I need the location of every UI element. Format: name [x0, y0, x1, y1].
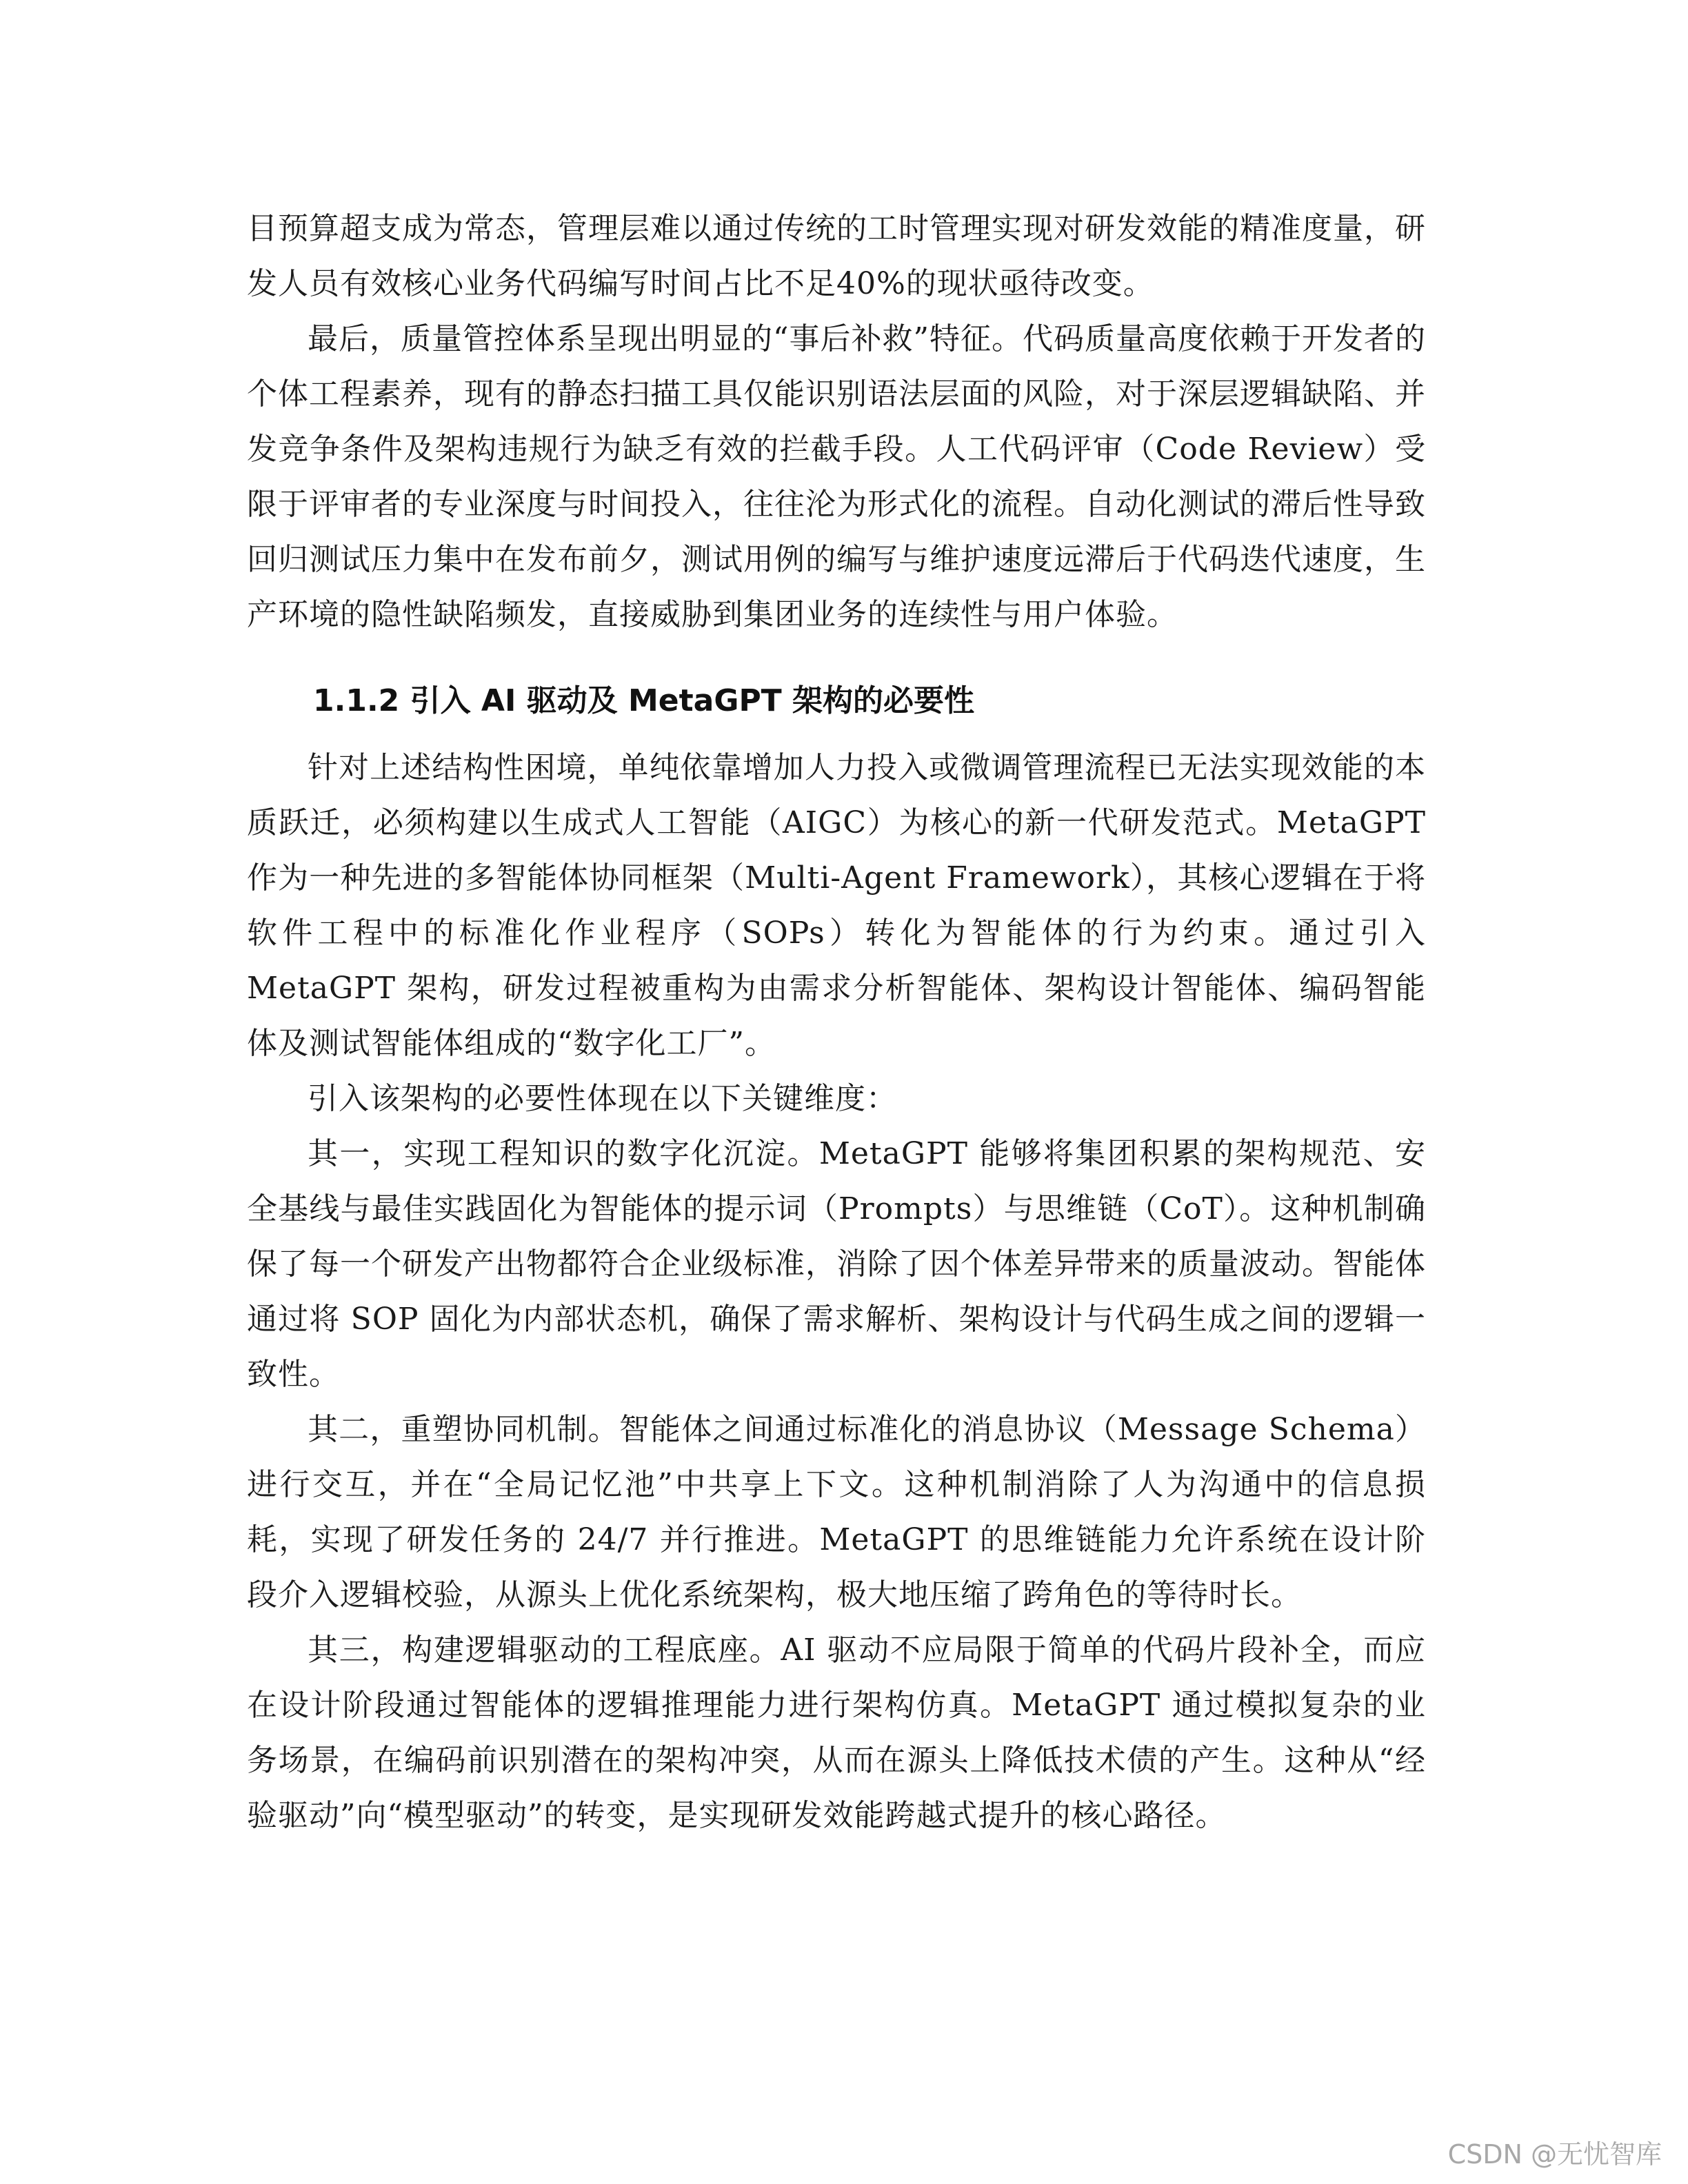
paragraph-metagpt-intro: 针对上述结构性困境，单纯依靠增加人力投入或微调管理流程已无法实现效能的本质跃迁，必须构建以生成式人工智能（AIGC）为核心的新一代研发范式。MetaGPT 作为一种先进的多智能体协同框架（Multi-Agent Framework），其核心逻辑在于将软件工程中的标准化作业程序（SOPs）转化为智能体的行为约束。通过引入 MetaGPT 架构，研发过程被重构为由需求分析智能体、架构设计智能体、编码智能体及测试智能体组成的“数字化工厂”。 [247, 750, 1426, 1061]
paragraph-budget-overrun: 目预算超支成为常态，管理层难以通过传统的工时管理实现对研发效能的精准度量，研发人员有效核心业务代码编写时间占比不足40%的现状亟待改变。 [247, 211, 1426, 301]
paragraph-necessity-lead: 引入该架构的必要性体现在以下关键维度： [308, 1081, 897, 1116]
section-heading: 1.1.2 引入 AI 驱动及 MetaGPT 架构的必要性 [313, 683, 975, 718]
paragraph-point-two: 其二，重塑协同机制。智能体之间通过标准化的消息协议（Message Schema）进行交互，并在“全局记忆池”中共享上下文。这种机制消除了人为沟通中的信息损耗，实现了研发任务的 24/7 并行推进。MetaGPT 的思维链能力允许系统在设计阶段介入逻辑校验，从源头上优化系统架构，极大地压缩了跨角色的等待时长。 [247, 1412, 1426, 1612]
csdn-watermark: CSDN @无忧智库 [1447, 2139, 1662, 2170]
paragraph-point-one: 其一，实现工程知识的数字化沉淀。MetaGPT 能够将集团积累的架构规范、安全基线与最佳实践固化为智能体的提示词（Prompts）与思维链（CoT）。这种机制确保了每一个研发产出物都符合企业级标准，消除了因个体差异带来的质量波动。智能体通过将 SOP 固化为内部状态机，确保了需求解析、架构设计与代码生成之间的逻辑一致性。 [247, 1136, 1426, 1392]
document-page [247, 201, 1426, 1843]
paragraph-quality-control: 最后，质量管控体系呈现出明显的“事后补救”特征。代码质量高度依赖于开发者的个体工程素养，现有的静态扫描工具仅能识别语法层面的风险，对于深层逻辑缺陷、并发竞争条件及架构违规行为缺乏有效的拦截手段。人工代码评审（Code Review）受限于评审者的专业深度与时间投入，往往沦为形式化的流程。自动化测试的滞后性导致回归测试压力集中在发布前夕，测试用例的编写与维护速度远滞后于代码迭代速度，生产环境的隐性缺陷频发，直接威胁到集团业务的连续性与用户体验。 [247, 321, 1426, 632]
paragraph-point-three: 其三，构建逻辑驱动的工程底座。AI 驱动不应局限于简单的代码片段补全，而应在设计阶段通过智能体的逻辑推理能力进行架构仿真。MetaGPT 通过模拟复杂的业务场景，在编码前识别潜在的架构冲突，从而在源头上降低技术债的产生。这种从“经验驱动”向“模型驱动”的转变，是实现研发效能跨越式提升的核心路径。 [247, 1632, 1426, 1833]
